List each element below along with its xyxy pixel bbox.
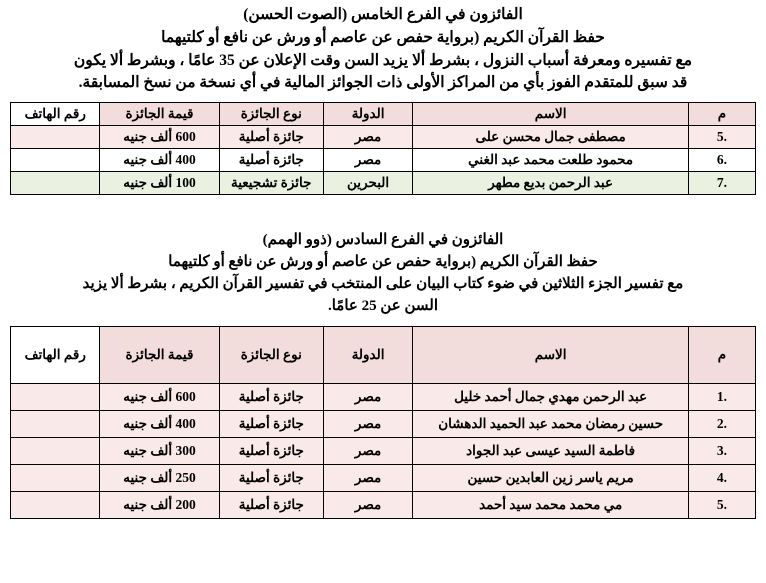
heading-line: قد سبق للمتقدم الفوز بأي من المراكز الأولى ذات الجوائز المالية في أي نسخة من نسخ المسابقة. xyxy=(78,74,688,92)
table-row xyxy=(11,492,756,519)
cell-index: .3 xyxy=(688,438,755,465)
table-row xyxy=(11,172,756,195)
table-row xyxy=(11,149,756,172)
table-row xyxy=(11,465,756,492)
cell-state: مصر xyxy=(323,465,412,492)
cell-phone xyxy=(11,492,100,519)
cell-index: .5 xyxy=(688,492,755,519)
column-header-prize-value: قيمة الجائزة xyxy=(100,327,219,384)
cell-name: عبد الرحمن مهدي جمال أحمد خليل xyxy=(413,384,689,411)
heading-line: حفظ القرآن الكريم (برواية حفص عن عاصم أو ورش عن نافع أو كلتيهما xyxy=(161,28,605,46)
cell-name: عبد الرحمن بديع مطهر xyxy=(413,172,689,195)
cell-prize-value: 100 ألف جنيه xyxy=(100,172,219,195)
cell-phone xyxy=(11,438,100,465)
table-header-row xyxy=(11,327,756,384)
cell-name: مصطفى جمال محسن على xyxy=(413,126,689,149)
cell-prize-type: جائزة أصلية xyxy=(219,492,323,519)
cell-prize-value: 300 ألف جنيه xyxy=(100,438,219,465)
cell-name: محمود طلعت محمد عبد الغني xyxy=(413,149,689,172)
cell-prize-type: جائزة أصلية xyxy=(219,411,323,438)
column-header-index: م xyxy=(688,327,755,384)
table-row xyxy=(11,384,756,411)
section-heading xyxy=(10,4,756,95)
column-header-index: م xyxy=(688,103,755,126)
cell-prize-value: 250 ألف جنيه xyxy=(100,465,219,492)
table-row xyxy=(11,438,756,465)
cell-name: فاطمة السيد عيسى عبد الجواد xyxy=(413,438,689,465)
cell-prize-value: 400 ألف جنيه xyxy=(100,149,219,172)
cell-prize-value: 400 ألف جنيه xyxy=(100,411,219,438)
cell-prize-type: جائزة أصلية xyxy=(219,384,323,411)
column-header-prize-type: نوع الجائزة xyxy=(219,327,323,384)
table-header-row xyxy=(11,103,756,126)
table-row xyxy=(11,411,756,438)
cell-index: .7 xyxy=(688,172,755,195)
cell-state: مصر xyxy=(323,149,412,172)
cell-name: مي محمد محمد سيد أحمد xyxy=(413,492,689,519)
cell-state: مصر xyxy=(323,438,412,465)
cell-prize-value: 600 ألف جنيه xyxy=(100,126,219,149)
heading-line: مع تفسير الجزء الثلاثين في ضوء كتاب البيان على المنتخب في تفسير القرآن الكريم ، بشرط ألا يزيد xyxy=(82,276,684,293)
column-header-state: الدولة xyxy=(323,327,412,384)
cell-index: .1 xyxy=(688,384,755,411)
cell-state: مصر xyxy=(323,126,412,149)
heading-line: السن عن 25 عامًا. xyxy=(327,298,439,315)
cell-state: مصر xyxy=(323,384,412,411)
cell-index: .6 xyxy=(688,149,755,172)
cell-index: .2 xyxy=(688,411,755,438)
cell-state: مصر xyxy=(323,492,412,519)
cell-prize-type: جائزة أصلية xyxy=(219,126,323,149)
heading-line: حفظ القرآن الكريم (برواية حفص عن عاصم أو ورش عن نافع أو كلتيهما xyxy=(168,254,598,271)
cell-prize-type: جائزة أصلية xyxy=(219,438,323,465)
column-header-prize-value: قيمة الجائزة xyxy=(100,103,219,126)
column-header-name: الاسم xyxy=(413,327,689,384)
column-header-state: الدولة xyxy=(323,103,412,126)
section-fifth-branch xyxy=(10,4,756,195)
cell-prize-type: جائزة تشجيعية xyxy=(219,172,323,195)
section-sixth-branch xyxy=(10,229,756,519)
cell-state: البحرين xyxy=(323,172,412,195)
cell-phone xyxy=(11,384,100,411)
column-header-phone: رقم الهاتف xyxy=(11,103,100,126)
cell-index: .4 xyxy=(688,465,755,492)
section-spacer xyxy=(10,195,756,229)
cell-prize-value: 600 ألف جنيه xyxy=(100,384,219,411)
heading-line: الفائزون في الفرع الخامس (الصوت الحسن) xyxy=(243,6,523,23)
cell-phone xyxy=(11,126,100,149)
cell-prize-type: جائزة أصلية xyxy=(219,465,323,492)
cell-prize-type: جائزة أصلية xyxy=(219,149,323,172)
column-header-phone: رقم الهاتف xyxy=(11,327,100,384)
winners-table xyxy=(10,326,756,519)
cell-state: مصر xyxy=(323,411,412,438)
cell-name: مريم ياسر زين العابدين حسين xyxy=(413,465,689,492)
column-header-name: الاسم xyxy=(413,103,689,126)
section-heading xyxy=(10,229,756,317)
cell-phone xyxy=(11,465,100,492)
cell-phone xyxy=(11,149,100,172)
winners-table xyxy=(10,102,756,195)
cell-phone xyxy=(11,172,100,195)
cell-prize-value: 200 ألف جنيه xyxy=(100,492,219,519)
column-header-prize-type: نوع الجائزة xyxy=(219,103,323,126)
cell-index: .5 xyxy=(688,126,755,149)
heading-line: الفائزون في الفرع السادس (ذوو الهمم) xyxy=(262,232,504,249)
cell-name: حسين رمضان محمد عبد الحميد الدهشان xyxy=(413,411,689,438)
heading-line: مع تفسيره ومعرفة أسباب النزول ، بشرط ألا يزيد السن وقت الإعلان عن 35 عامًا ، وبشرط ألا يكون xyxy=(73,51,693,69)
cell-phone xyxy=(11,411,100,438)
table-row xyxy=(11,126,756,149)
